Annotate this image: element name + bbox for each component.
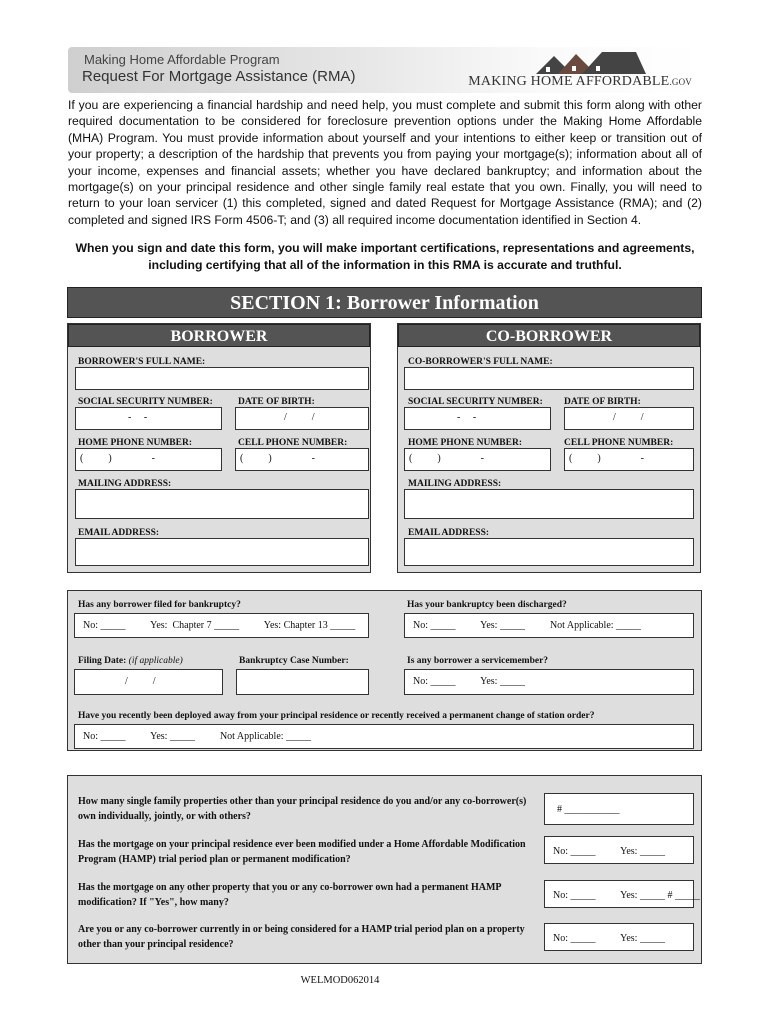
- bankruptcy-filed-options[interactable]: No: _____ Yes: Chapter 7 _____ Yes: Chapter 13 _____: [74, 613, 369, 638]
- case-number-label: Bankruptcy Case Number:: [239, 656, 349, 666]
- full-name-label: CO-BORROWER'S FULL NAME:: [408, 357, 553, 367]
- mailing-label: MAILING ADDRESS:: [78, 479, 172, 489]
- borrower-dob-input[interactable]: / /: [235, 407, 369, 430]
- coborrower-mailing-input[interactable]: [404, 489, 694, 519]
- email-label: EMAIL ADDRESS:: [408, 528, 490, 538]
- coborrower-ssn-input[interactable]: - -: [404, 407, 551, 430]
- servicemember-options[interactable]: No: _____ Yes: _____: [404, 669, 694, 695]
- section-title: SECTION 1: Borrower Information: [67, 287, 702, 318]
- header-banner: [68, 47, 702, 93]
- cell-phone-label: CELL PHONE NUMBER:: [564, 438, 674, 448]
- dob-label: DATE OF BIRTH:: [564, 397, 641, 407]
- dob-label: DATE OF BIRTH:: [238, 397, 315, 407]
- property-question: Has the mortgage on your principal residence ever been modified under a Home Affordable Modification Program (HAMP) trial period plan or permanent modification?: [78, 839, 526, 865]
- borrower-cell-phone-input[interactable]: ( ) -: [235, 448, 369, 471]
- filing-date-input[interactable]: / /: [74, 669, 223, 695]
- ssn-label: SOCIAL SECURITY NUMBER:: [408, 397, 543, 407]
- property-question: How many single family properties other than your principal residence do you and/or any co-borrower(s) own individually, jointly, or with others?: [78, 796, 527, 822]
- property-answer-box[interactable]: No: _____ Yes: _____: [544, 923, 694, 951]
- coborrower-dob-input[interactable]: / /: [564, 407, 694, 430]
- coborrower-email-input[interactable]: [404, 538, 694, 566]
- bankruptcy-filed-question: Has any borrower filed for bankruptcy?: [78, 600, 241, 610]
- property-answer-box[interactable]: No: _____ Yes: _____ # _____: [544, 880, 694, 908]
- ssn-label: SOCIAL SECURITY NUMBER:: [78, 397, 213, 407]
- mailing-label: MAILING ADDRESS:: [408, 479, 502, 489]
- bankruptcy-discharged-options[interactable]: No: _____ Yes: _____ Not Applicable: _____: [404, 613, 694, 638]
- properties-panel: [67, 775, 702, 964]
- bankruptcy-discharged-question: Has your bankruptcy been discharged?: [407, 600, 567, 610]
- bankruptcy-panel: [67, 590, 702, 751]
- coborrower-header: CO-BORROWER: [398, 324, 700, 347]
- coborrower-cell-phone-input[interactable]: ( ) -: [564, 448, 694, 471]
- servicemember-question: Is any borrower a servicemember?: [407, 656, 549, 666]
- property-question: Are you or any co-borrower currently in or being considered for a HAMP trial period plan on a property other than your principal residence?: [78, 924, 525, 950]
- borrower-full-name-input[interactable]: [75, 367, 369, 390]
- property-answer-box[interactable]: # ___________: [544, 793, 694, 825]
- logo-wordmark: MAKING HOME AFFORDABLE.GOV: [468, 74, 692, 89]
- borrower-mailing-input[interactable]: [75, 489, 369, 519]
- case-number-input[interactable]: [236, 669, 369, 695]
- form-code-footer: WELMOD062014: [300, 975, 380, 986]
- filing-date-label: Filing Date: (if applicable): [78, 656, 183, 666]
- home-phone-label: HOME PHONE NUMBER:: [408, 438, 522, 448]
- houses-logo-icon: [536, 52, 646, 74]
- property-question: Has the mortgage on any other property that you or any co-borrower own had a permanent HAMP modification? If "Yes", how many?: [78, 882, 501, 908]
- coborrower-panel: [397, 323, 701, 573]
- intro-paragraph: If you are experiencing a financial hardship and need help, you must complete and submit this form along with other required documentation to be considered for foreclosure prevention options under the Making Home Affordable (MHA) Program. You must provide information about yourself and your intentions to either keep or transition out of your property; a description of the hardship that prevents you from paying your mortgage(s); information about all of your income, expenses and financial assets; whether you have declared bankruptcy; and information about the mortgage(s) on your principal residence and other single family real estate that you own. Finally, you will need to return to your loan servicer (1) this completed, signed and dated Request for Mortgage Assistance (RMA); and (2) completed and signed IRS Form 4506-T; and (3) all required income documentation identified in Section 4.: [68, 98, 702, 227]
- borrower-header: BORROWER: [68, 324, 370, 347]
- form-title: Request For Mortgage Assistance (RMA): [82, 68, 356, 85]
- borrower-panel: [67, 323, 371, 573]
- coborrower-full-name-input[interactable]: [404, 367, 694, 390]
- cell-phone-label: CELL PHONE NUMBER:: [238, 438, 348, 448]
- certification-notice: When you sign and date this form, you will make important certifications, representations and agreements, including certifying that all of the information in this RMA is accurate and truthful.: [75, 241, 695, 272]
- borrower-email-input[interactable]: [75, 538, 369, 566]
- borrower-home-phone-input[interactable]: ( ) -: [75, 448, 222, 471]
- home-phone-label: HOME PHONE NUMBER:: [78, 438, 192, 448]
- program-name: Making Home Affordable Program: [84, 52, 280, 67]
- coborrower-home-phone-input[interactable]: ( ) -: [404, 448, 551, 471]
- deployed-question: Have you recently been deployed away from your principal residence or recently received a permanent change of station order?: [78, 711, 595, 721]
- deployed-options[interactable]: No: _____ Yes: _____ Not Applicable: _____: [74, 724, 694, 749]
- borrower-ssn-input[interactable]: - -: [75, 407, 222, 430]
- property-answer-box[interactable]: No: _____ Yes: _____: [544, 836, 694, 864]
- email-label: EMAIL ADDRESS:: [78, 528, 160, 538]
- full-name-label: BORROWER'S FULL NAME:: [78, 357, 206, 367]
